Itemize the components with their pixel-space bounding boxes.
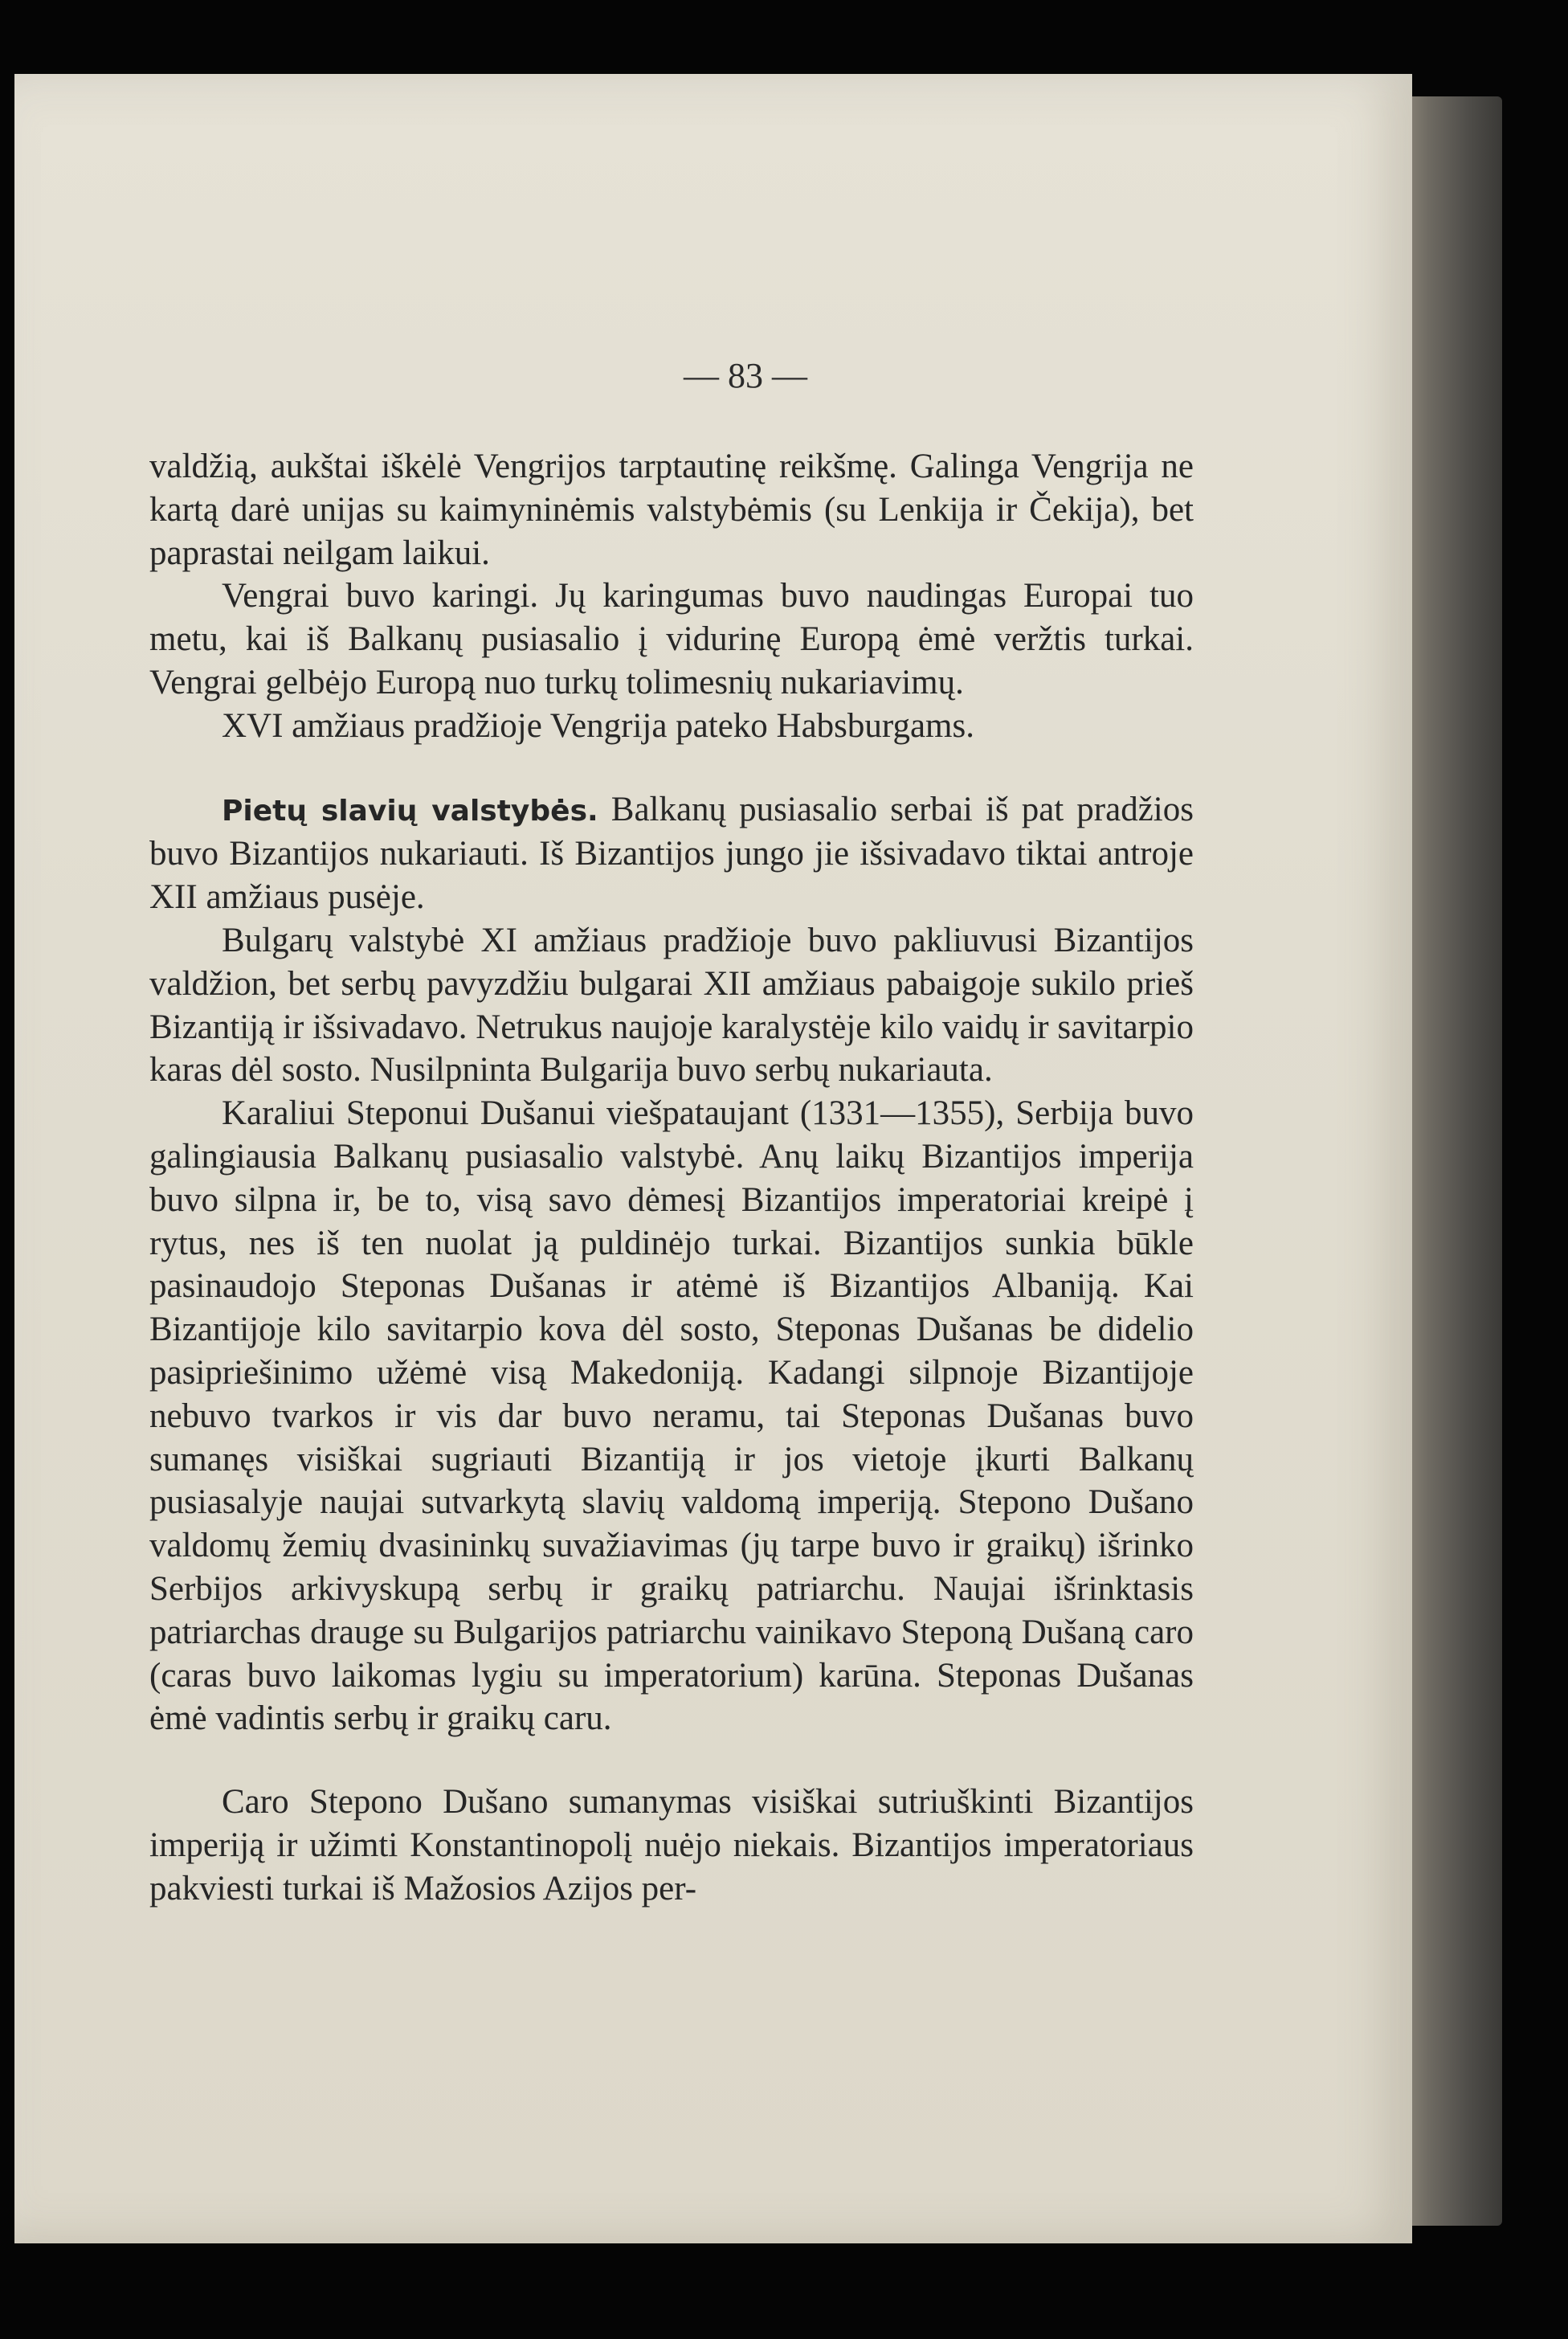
- paragraph-4: [149, 788, 1194, 919]
- page-number: — 83 —: [684, 356, 807, 395]
- paragraph-2: Vengrai buvo karingi. Jų karingumas buvo naudingas Europai tuo metu, kai iš Balkanų pusiasalio į vidurinę Europą ėmė veržtis turkai. Vengrai gelbėjo Europą nuo turkų tolimesnių nukariavimų.: [149, 577, 1194, 701]
- paragraph-7: Caro Stepono Dušano sumanymas visiškai sutriuškinti Bizantijos imperiją ir užimti Konstantinopolį nuėjo niekais. Bizantijos imperatoriaus pakviesti turkai iš Mažosios Azijos per-: [149, 1783, 1194, 1908]
- page-text: [149, 445, 1194, 1911]
- paragraph-1: valdžią, aukštai iškėlė Vengrijos tarptautinę reikšmę. Galinga Vengrija ne kartą darė unijas su kaimyninėmis valstybėmis (su Lenkija ir Čekija), bet paprastai neilgam laikui.: [149, 448, 1194, 572]
- section-heading: Pietų slavių valstybės.: [222, 794, 598, 828]
- paragraph-3: XVI amžiaus pradžioje Vengrija pateko Habsburgams.: [222, 706, 974, 745]
- paragraph-6: Karaliui Steponui Dušanui viešpataujant (1331—1355), Serbija buvo galingiausia Balkanų pusiasalio valstybė. Anų laikų Bizantijos imperija buvo silpna ir, be to, visą savo dėmesį Bizantijos imperatoriai kreipė į rytus, nes iš ten nuolat ją puldinėjo turkai. Bizantijos sunkia būkle pasinaudojo Steponas Dušanas ir atėmė iš Bizantijos Albaniją. Kai Bizantijoje kilo savitarpio kova dėl sosto, Steponas Dušanas be didelio pasipriešinimo užėmė visą Makedoniją. Kadangi silpnoje Bizantijoje nebuvo tvarkos ir vis dar buvo neramu, tai Steponas Dušanas buvo sumanęs visiškai sugriauti Bizantiją ir jos vietoje įkurti Balkanų pusiasalyje naujai sutvarkytą slavių valdomą imperiją. Stepono Dušano valdomų žemių dvasininkų suvažiavimas (jų tarpe buvo ir graikų) išrinko Serbijos arkivyskupą serbų ir graikų patriarchu. Naujai išrinktasis patriarchas drauge su Bulgarijos patriarchu vainikavo Steponą Dušaną caro (caras buvo laikomas lygiu su imperatorium) karūna. Steponas Dušanas ėmė vadintis serbų ir graikų caru.: [149, 1094, 1194, 1738]
- paragraph-5: Bulgarų valstybė XI amžiaus pradžioje buvo pakliuvusi Bizantijos valdžion, bet serbų pavyzdžiu bulgarai XII amžiaus pabaigoje sukilo prieš Bizantiją ir išsivadavo. Netrukus naujoje karalystėje kilo vaidų ir savitarpio karas dėl sosto. Nusilpninta Bulgarija buvo serbų nukariauta.: [149, 921, 1194, 1090]
- book-page: [14, 74, 1412, 2243]
- paragraph-4-text: Balkanų pusiasalio serbai iš pat pradžios buvo Bizantijos nukariauti. Iš Bizantijos jungo jie išsivadavo tiktai antroje XII amžiaus pusėje.: [149, 790, 1194, 917]
